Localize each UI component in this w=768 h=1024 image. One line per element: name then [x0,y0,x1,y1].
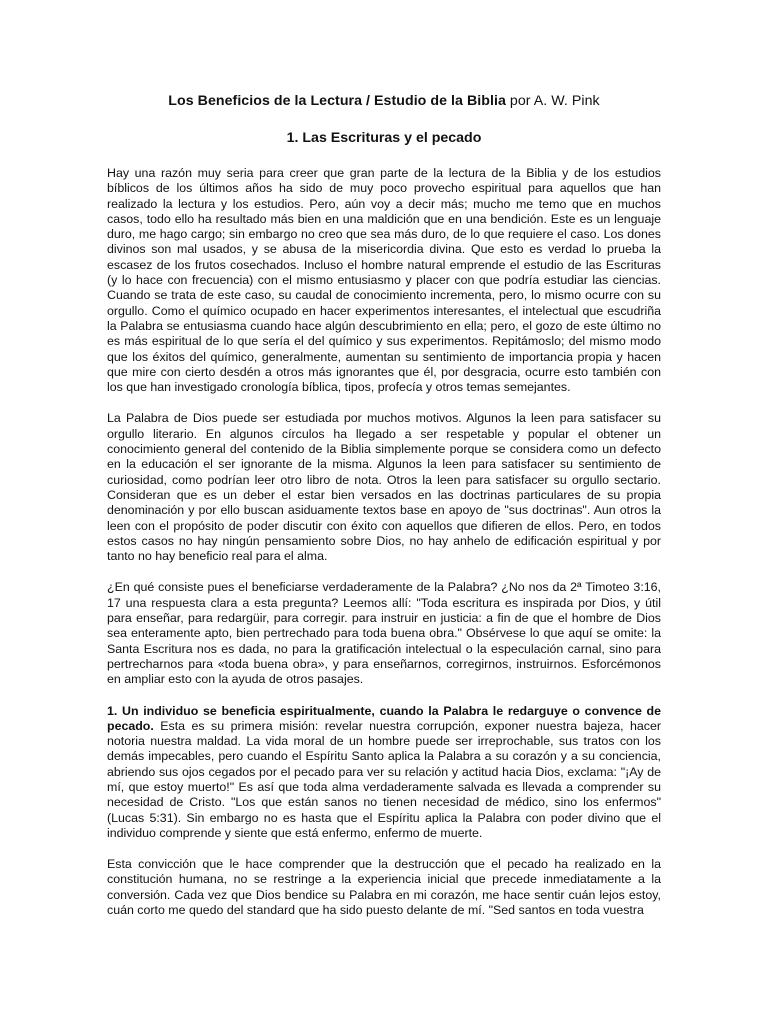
paragraph-2 [107,411,661,564]
paragraph-5-text: Esta convicción que le hace comprender que la destrucción que el pecado ha realizado en la constitución humana, no se restringe a la experiencia inicial que precede inmediatamente a la conversión. Cada vez que Dios bendice su Palabra en mi corazón, me hace sentir cuán lejos estoy, cuán corto me quedo del standard que ha sido puesto delante de mí. "Sed santos en toda vuestra [107,857,661,918]
paragraph-3 [107,580,661,687]
title-main: Los Beneficios de la Lectura / Estudio de la Biblia [168,93,506,109]
paragraph-1-text: Hay una razón muy seria para creer que gran parte de la lectura de la Biblia y de los estudios bíblicos de los últimos años ha sido de muy poco provecho espiritual para aquellos que han realizado la lectura y los estudios. Pero, aún voy a decir más; mucho me temo que en muchos casos, todo ello ha resultado más bien en una maldición que en una bendición. Este es un lenguaje duro, me hago cargo; sin embargo no creo que sea más duro, de lo que requiere el caso. Los dones divinos son mal usados, y se abusa de la misericordia divina. Que esto es verdad lo prueba la escasez de los frutos cosechados. Incluso el hombre natural emprende el estudio de las Escrituras (y lo hace con frecuencia) con el mismo entusiasmo y placer con que podría estudiar las ciencias. Cuando se trata de este caso, su caudal de conocimiento incrementa, pero, lo mismo ocurre con su orgullo. Como el químico ocupado en hacer experimentos interesantes, el intelectual que escudriña la Palabra se entusiasma cuando hace algún descubrimiento en ella; pero, el gozo de este último no es más espiritual de lo que sería el del químico y sus experimentos. Repitámoslo; del mismo modo que los éxitos del químico, generalmente, aumentan su sentimiento de importancia propia y hacen que mire con cierto desdén a otros más ignorantes que él, por desgracia, ocurre esto también con los que han investigado cronología bíblica, tipos, profecía y otros temas semejantes. [107,166,661,395]
paragraph-3-text: ¿En qué consiste pues el beneficiarse verdaderamente de la Palabra? ¿No nos da 2ª Timoteo 3:16, 17 una respuesta clara a esta pregunta? Leemos allí: "Toda escritura es inspirada por Dios, y útil para enseñar, para redargüir, para corregir. para instruir en justicia: a fin de que el hombre de Dios sea enteramente apto, bien pertrechado para toda buena obra." Obsérvese lo que aquí se omite: la Santa Escritura nos es dada, no para la gratificación intelectual o la especulación carnal, sino para pertrecharnos para «toda buena obra», y para enseñarnos, corregirnos, instruirnos. Esforcémonos en ampliar esto con la ayuda de otros pasajes. [107,580,661,687]
paragraph-4 [107,704,661,842]
paragraph-1 [107,166,661,395]
paragraph-4-lead: 1. Un individuo se beneficia espiritualmente, cuando la Palabra le redarguye o convence de pecado. [107,703,661,733]
section-heading: 1. Las Escrituras y el pecado [286,130,482,146]
document-title [107,92,661,110]
paragraph-2-text: La Palabra de Dios puede ser estudiada por muchos motivos. Algunos la leen para satisfacer su orgullo literario. En algunos círculos ha llegado a ser respetable y popular el obtener un conocimiento general del contenido de la Biblia simplemente porque se considera como un defecto en la educación el ser ignorante de la misma. Algunos la leen para satisfacer su sentimiento de curiosidad, como podrían leer otro libro de nota. Otros la leen para satisfacer su orgullo sectario. Consideran que es un deber el estar bien versados en las doctrinas particulares de su propia denominación y por ello buscan asiduamente textos base en apoyo de "sus doctrinas". Aun otros la leen con el propósito de poder discutir con éxito con aquellos que difieren de ellos. Pero, en todos estos casos no hay ningún pensamiento sobre Dios, no hay anhelo de edificación espiritual y por tanto no hay beneficio real para el alma. [107,411,661,564]
title-author: por A. W. Pink [505,93,600,109]
paragraph-5 [107,857,661,918]
paragraph-4-text: Esta es su primera misión: revelar nuestra corrupción, exponer nuestra bajeza, hacer notoria nuestra maldad. La vida moral de un hombre puede ser irreprochable, sus tratos con los demás impecables, pero cuando el Espíritu Santo aplica la Palabra a su corazón y a su conciencia, abriendo sus ojos cegados por el pecado para ver su relación y actitud hacia Dios, exclama: "¡Ay de mí, que estoy muerto!" Es así que toda alma verdaderamente salvada es llevada a comprender su necesidad de Cristo. "Los que están sanos no tienen necesidad de médico, sino los enfermos" (Lucas 5:31). Sin embargo no es hasta que el Espíritu aplica la Palabra con poder divino que el individuo comprende y siente que está enfermo, enfermo de muerte. [107,718,661,840]
